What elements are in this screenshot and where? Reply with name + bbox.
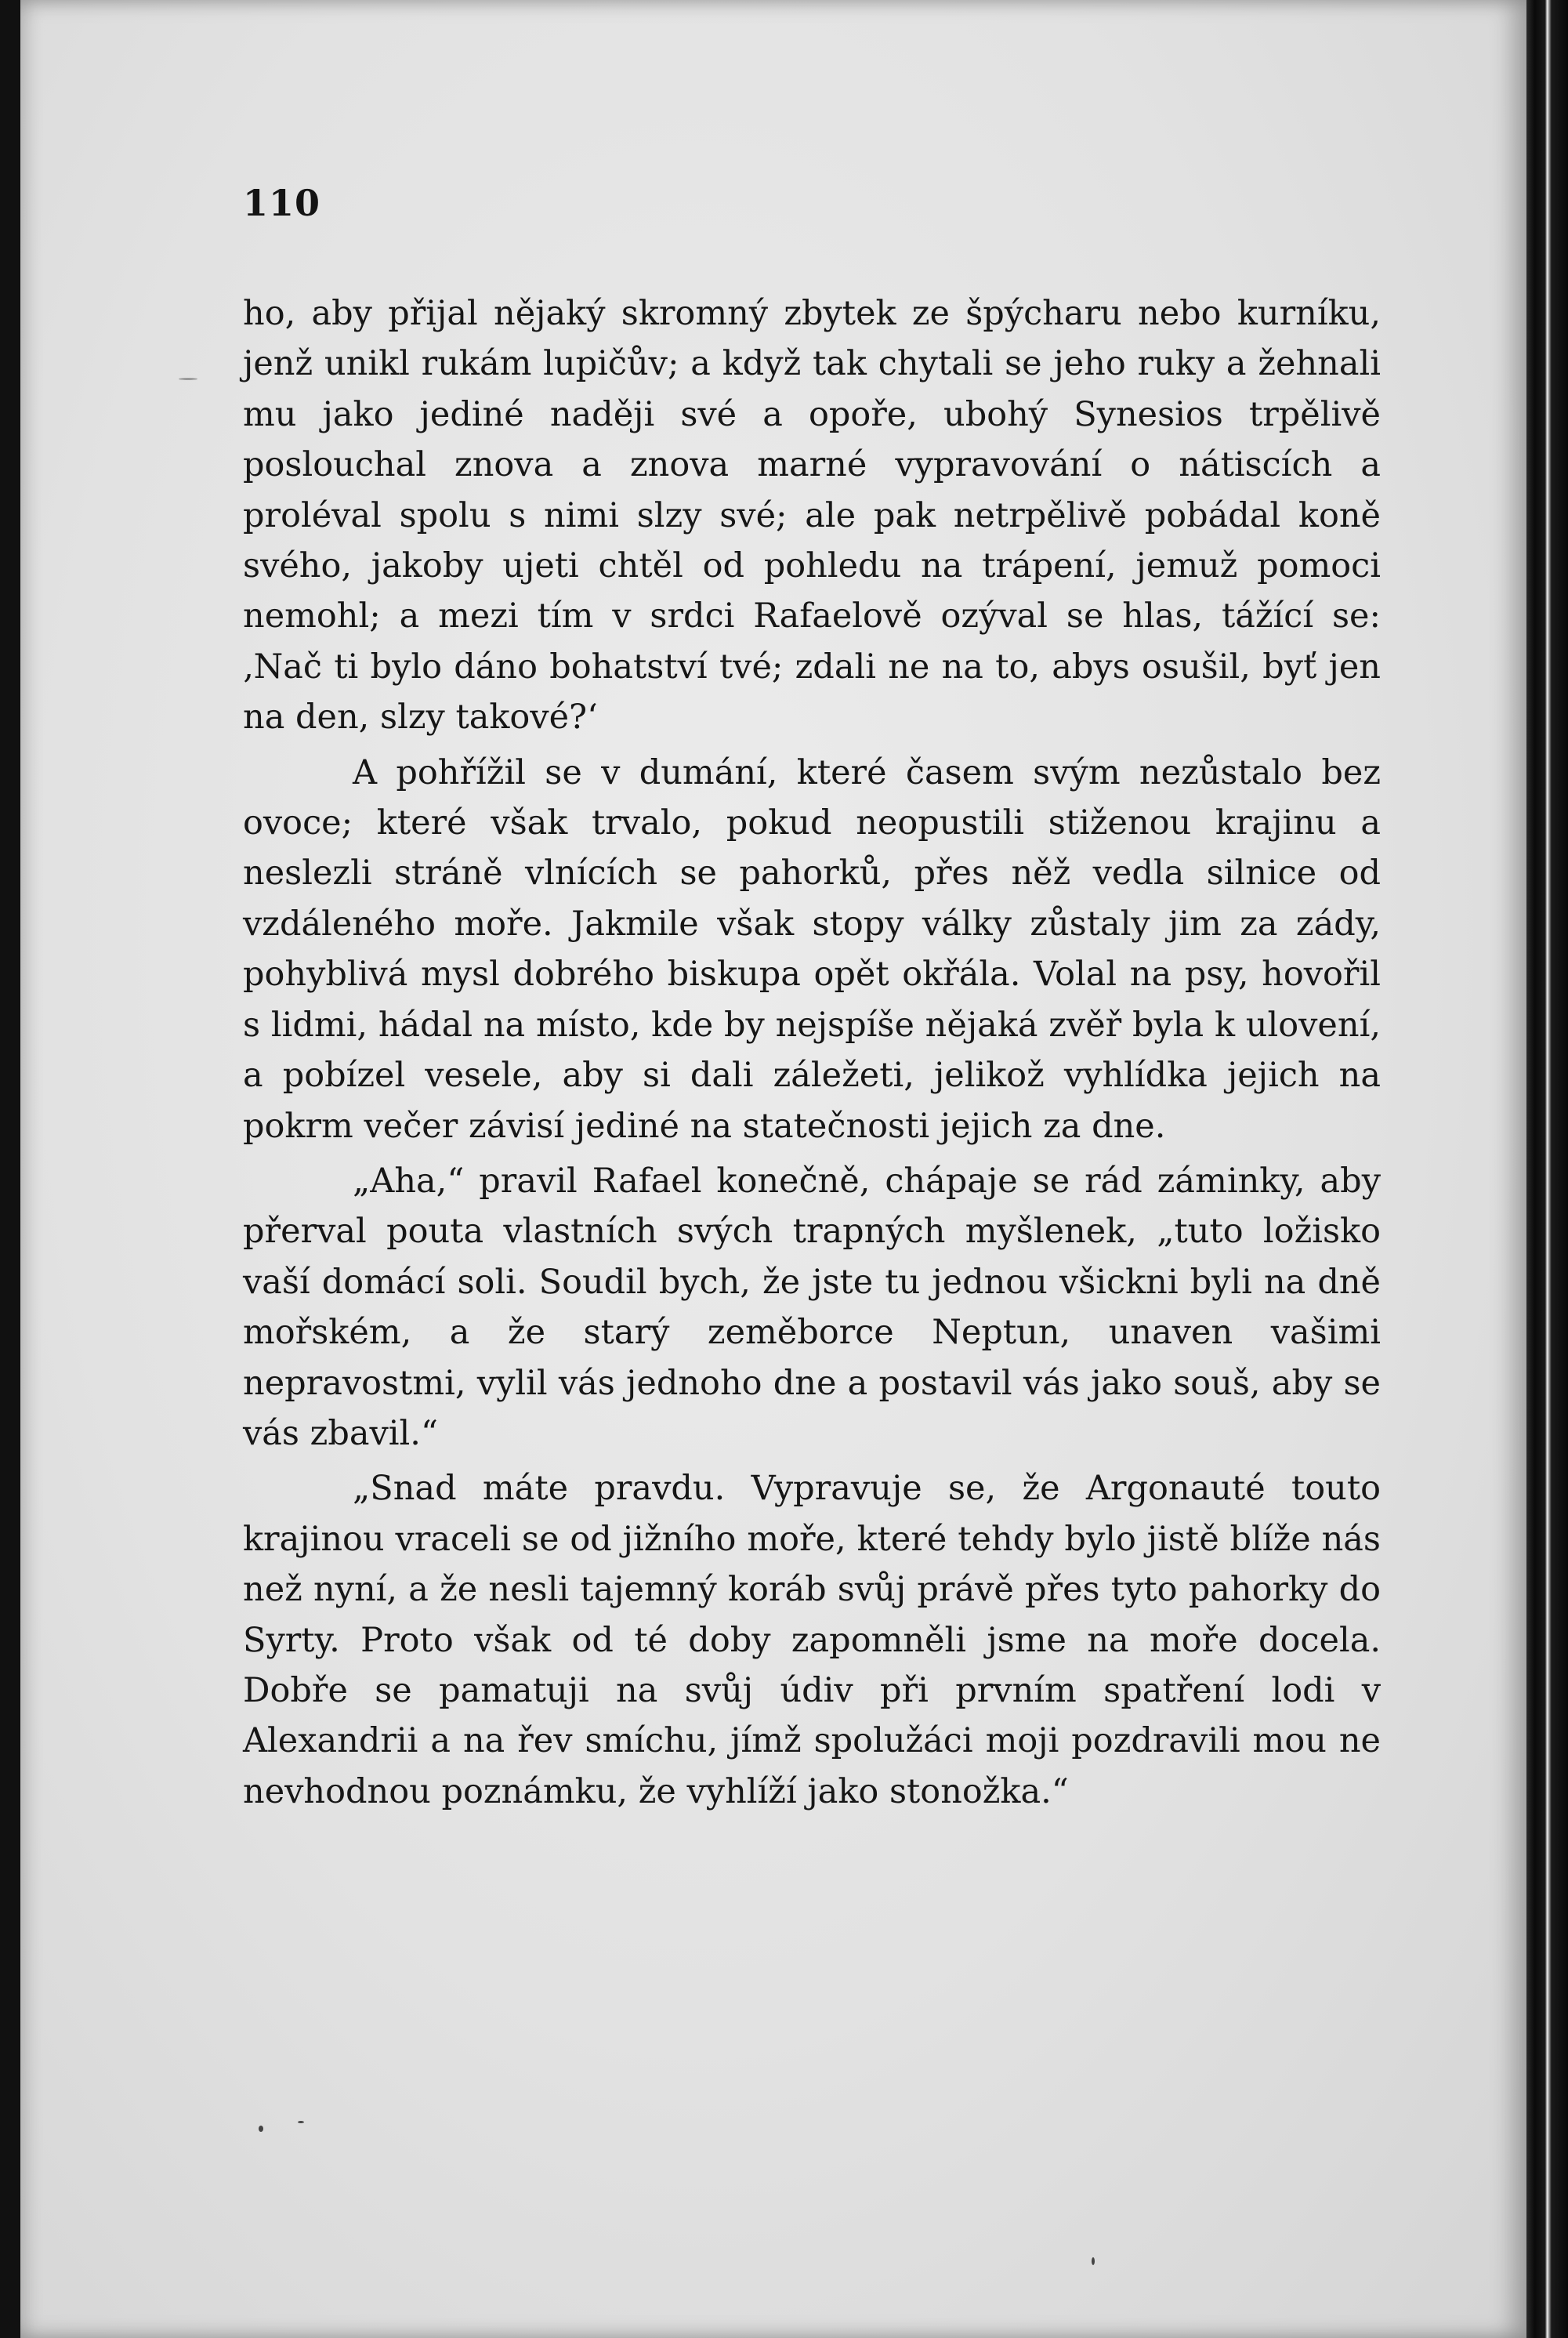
- scan-speck: [179, 378, 197, 380]
- paragraph-3: „Aha,“ pravil Rafael konečně, chápaje se rád záminky, aby přerval pouta vlastních svých trapných myšlenek, „tuto ložisko vaší domácí soli. Soudil bych, že jste tu jednou všickni byli na dně mořském, a že starý zeměborce Neptun, unaven vašimi nepravostmi, vylil vás jednoho dne a postavil vás jako souš, aby se vás zbavil.“: [243, 1161, 1381, 1453]
- scan-speck: [298, 2121, 304, 2123]
- paragraph-4: „Snad máte pravdu. Vypravuje se, že Argonauté touto krajinou vraceli se od jižního moře, které tehdy bylo jistě blíže nás než nyní, a že nesli tajemný koráb svůj právě přes tyto pahorky do Syrty. Proto však od té doby zapomněli jsme na moře docela. Dobře se pamatuji na svůj údiv při prvním spatření lodi v Alexandrii a na řev smíchu, jímž spolužáci moji pozdravili mou ne nevhodnou poznámku, že vyhlíží jako stonožka.“: [243, 1469, 1381, 1811]
- paragraph-1: ho, aby přijal nějaký skromný zbytek ze špýcharu nebo kurníku, jenž unikl rukám lupičův; a když tak chytali se jeho ruky a žehnali mu jako jediné naději své a opoře, ubohý Synesios trpělivě poslouchal znova a znova marné vypravování o nátiscích a proléval spolu s nimi slzy své; ale pak netrpělivě pobádal koně svého, jakoby ujeti chtěl od pohledu na trápení, jemuž pomoci nemohl; a mezi tím v srdci Rafaelově ozýval se hlas, tážící se: ‚Nač ti bylo dáno bohatství tvé; zdali ne na to, abys osušil, byť jen na den, slzy takové?‘: [243, 294, 1381, 738]
- page-number: 110: [243, 182, 321, 224]
- page-text: [243, 288, 1381, 1817]
- paragraph-2: A pohřížil se v dumání, které časem svým nezůstalo bez ovoce; které však trvalo, pokud neopustili stiženou krajinu a neslezli stráně vlnících se pahorků, přes něž vedla silnice od vzdáleného moře. Jakmile však stopy války zůstaly jim za zády, pohyblivá mysl dobrého biskupa opět okřála. Volal na psy, hovořil s lidmi, hádal na místo, kde by nejspíše nějaká zvěř byla k ulovení, a pobízel vesele, aby si dali záležeti, jelikož vyhlídka jejich na pokrm večer závisí jediné na statečnosti jejich za dne.: [243, 752, 1381, 1146]
- page-binding-edge: [1526, 0, 1568, 2338]
- scan-speck: [1092, 2257, 1095, 2265]
- scan-speck: [259, 2126, 263, 2132]
